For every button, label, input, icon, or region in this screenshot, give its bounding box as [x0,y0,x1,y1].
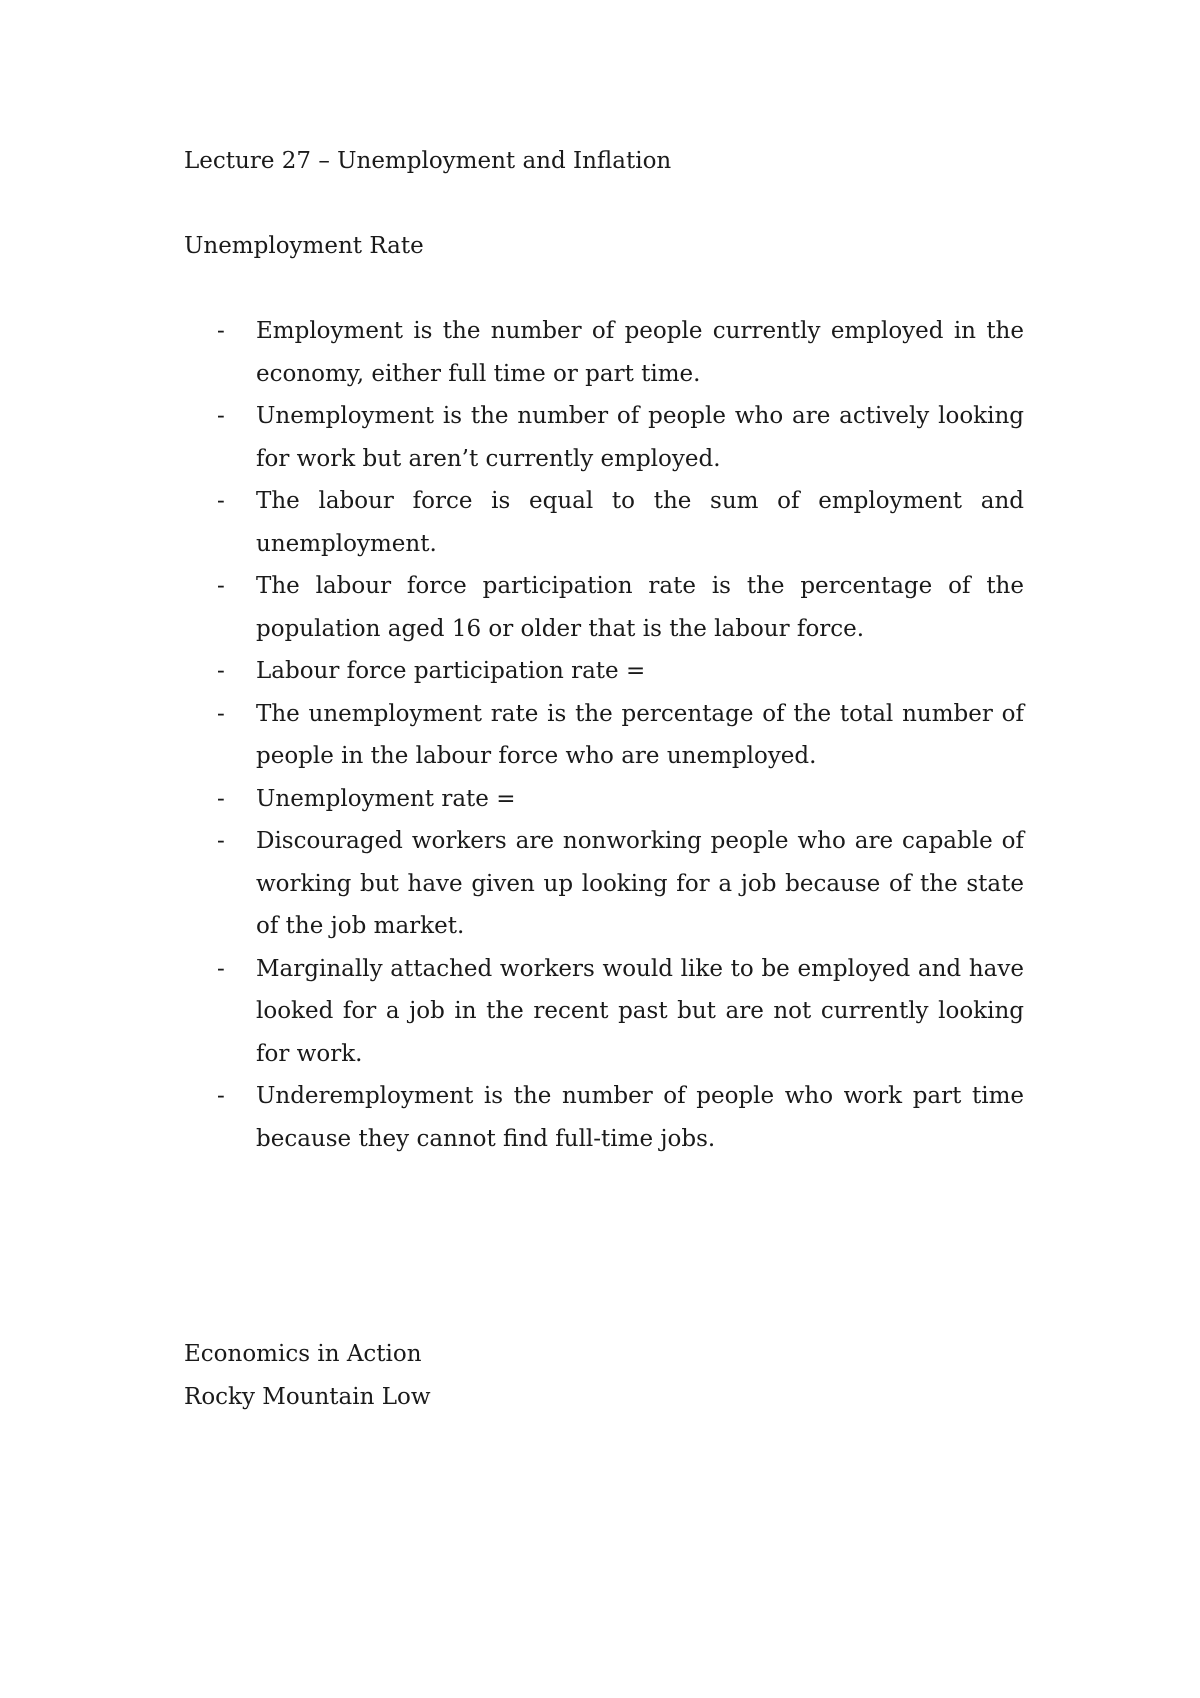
bullet-text: The labour force participation rate is the percentage of the population aged 16 or older that is the labour force. [256,573,1024,642]
bullet-dash: - [217,488,225,514]
bullet-item [184,650,1024,693]
bullet-dash: - [217,785,225,812]
bullet-item [184,778,1024,821]
bullet-text: Unemployment is the number of people who are actively looking for work but aren’t currently employed. [256,403,1024,472]
bullet-text: Employment is the number of people currently employed in the economy, either full time or part time. [256,318,1024,387]
document-body [184,140,1024,1160]
bullet-dash: - [217,658,225,684]
bullet-dash: - [217,403,225,429]
bullet-dash: - [217,828,225,854]
bullet-item [184,693,1024,778]
bullet-text: Labour force participation rate = [256,658,646,684]
lecture-title: Lecture 27 – Unemployment and Inflation [184,148,672,174]
bullet-text: Underemployment is the number of people who work part time because they cannot find full-time jobs. [256,1083,1024,1152]
bullet-text: Discouraged workers are nonworking people who are capable of working but have given up looking for a job because of the state of the job market. [256,828,1024,939]
bullet-item [184,820,1024,948]
bullet-dash: - [217,955,225,982]
bullet-item [184,395,1024,480]
bullet-item [184,310,1024,395]
bullet-item [184,1075,1024,1160]
bullet-item [184,565,1024,650]
bullet-text: Marginally attached workers would like to be employed and have looked for a job in the recent past but are not currently looking for work. [256,955,1024,1067]
bullet-list [184,310,1024,1160]
bullet-dash: - [217,1083,225,1109]
bullet-text: The labour force is equal to the sum of employment and unemployment. [256,488,1024,557]
footer-subheading: Rocky Mountain Low [184,1383,431,1410]
bullet-dash: - [217,318,225,344]
bullet-item [184,480,1024,565]
bullet-text: The unemployment rate is the percentage of the total number of people in the labour force who are unemployed. [256,700,1024,769]
footer-heading: Economics in Action [184,1341,422,1367]
section-heading: Unemployment Rate [184,233,424,259]
footer-block [184,1333,431,1418]
bullet-text: Unemployment rate = [256,785,516,812]
bullet-dash: - [217,700,225,727]
bullet-dash: - [217,573,225,599]
bullet-item [184,948,1024,1076]
